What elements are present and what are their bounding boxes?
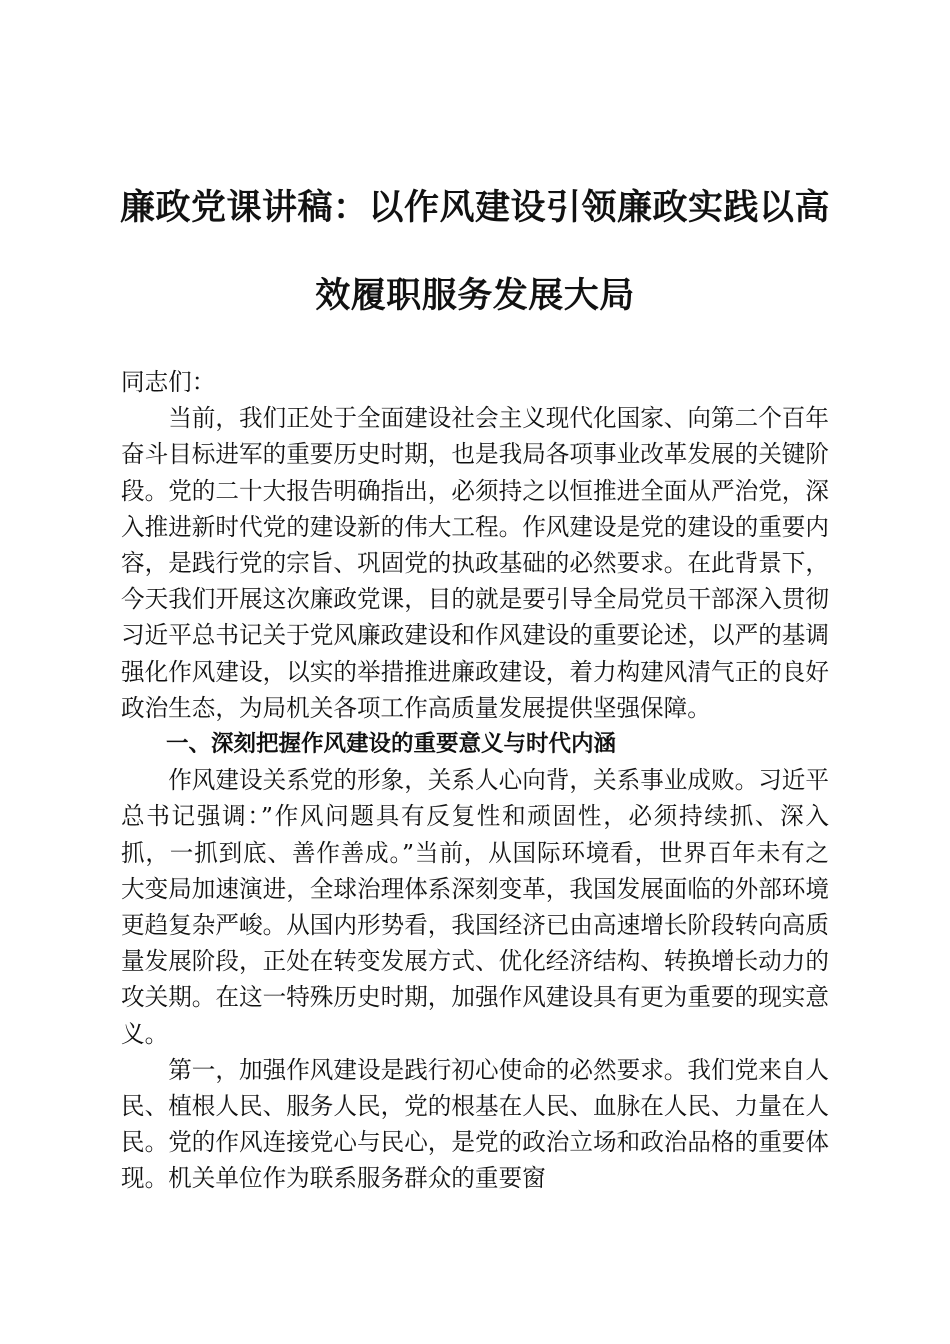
intro-paragraph: 当前，我们正处于全面建设社会主义现代化国家、向第二个百年奋斗目标进军的重要历史时期，也是我局各项事业改革发展的关键阶段。党的二十大报告明确指出，必须持之以恒推进全面从严治党，深入推进新时代党的建设新的伟大工程。作风建设是党的建设的重要内容，是践行党的宗旨、巩固党的执政基础的必然要求。在此背景下，今天我们开展这次廉政党课，目的就是要引导全局党员干部深入贯彻习近平总书记关于党风廉政建设和作风建设的重要论述，以严的基调强化作风建设，以实的举措推进廉政建设，着力构建风清气正的良好政治生态，为局机关各项工作高质量发展提供坚强保障。 <box>121 404 829 722</box>
title-line-1: 廉政党课讲稿：以作风建设引领廉政实践以高 <box>119 188 830 228</box>
salutation: 同志们： <box>121 368 216 396</box>
title-line-2: 效履职服务发展大局 <box>315 276 635 316</box>
section-paragraph-2: 第一，加强作风建设是践行初心使命的必然要求。我们党来自人民、植根人民、服务人民，党的根基在人民、血脉在人民、力量在人民。党的作风连接党心与民心，是党的政治立场和政治品格的重要体现。机关单位作为联系服务群众的重要窗 <box>121 1055 829 1193</box>
document-title <box>100 164 850 340</box>
section-heading: 一、深刻把握作风建设的重要意义与时代内涵 <box>166 731 617 758</box>
document-body <box>121 364 829 1197</box>
section-paragraph-1: 作风建设关系党的形象，关系人心向背，关系事业成败。习近平总书记强调：”作风问题具有反复性和顽固性，必须持续抓、深入抓，一抓到底、善作善成。”当前，从国际环境看，世界百年未有之大变局加速演进，全球治理体系深刻变革，我国发展面临的外部环境更趋复杂严峻。从国内形势看，我国经济已由高速增长阶段转向高质量发展阶段，正处在转变发展方式、优化经济结构、转换增长动力的攻关期。在这一特殊历史时期，加强作风建设具有更为重要的现实意义。 <box>121 766 829 1048</box>
